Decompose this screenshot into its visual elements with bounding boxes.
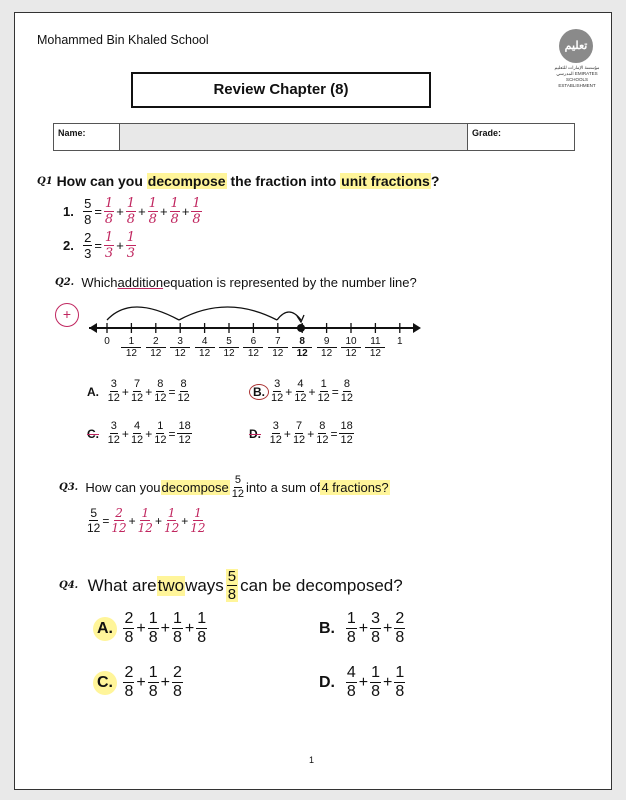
handwritten-fraction: $\frac{1}{8}$ — [192, 196, 201, 227]
tick-label: 0 — [104, 336, 110, 347]
option-label: B. — [319, 619, 335, 637]
tick-label: 10 12 — [341, 336, 361, 359]
q3-highlight-decompose: decompose — [161, 480, 229, 495]
q3-text: How can you — [85, 480, 161, 495]
page-number: 1 — [309, 755, 315, 765]
option-label-highlighted: C. — [93, 671, 117, 695]
question-number: Q3. — [59, 482, 79, 493]
question-4: Q4. What are two ways $\frac{5}{8}$ can be decomposed? — [59, 568, 403, 603]
tick-label: 1 — [397, 336, 403, 347]
q2-option-d[interactable]: D. $\frac{3}{12}$ + $\frac{7}{12}$ + $\frac{8}{12}$ = $\frac{18}{12}$ — [249, 420, 353, 446]
question-2 — [55, 275, 417, 290]
tick-label: 8 12 — [292, 336, 312, 359]
handwritten-plus-mark: + — [55, 303, 79, 327]
logo-text: مؤسسة الإمارات للتعليم المدرسي EMIRATES SCHOOLS ESTABLISHMENT — [554, 65, 600, 88]
handwritten-fraction: $\frac{1}{8}$ — [104, 196, 114, 227]
q2-option-b[interactable]: B. $\frac{3}{12}$ + $\frac{4}{12}$ + $\frac{1}{12}$ = $\frac{8}{12}$ — [249, 379, 355, 404]
name-field[interactable] — [120, 124, 468, 150]
handwritten-fraction: $\frac{1}{8}$ — [148, 196, 157, 227]
tick-label: 3 12 — [170, 336, 190, 359]
school-name: Mohammed Bin Khaled School — [37, 33, 209, 47]
q4-text: What are — [87, 575, 157, 595]
q2-text: equation is represented by the number line? — [163, 275, 417, 290]
handwritten-fraction: $\frac{1}{8}$ — [126, 196, 136, 227]
handwritten-fraction: $\frac{1}{8}$ — [170, 196, 179, 227]
q2-option-c[interactable]: C. $\frac{3}{12}$ + $\frac{4}{12}$ + $\frac{1}{12}$ = $\frac{18}{12}$ — [87, 420, 191, 446]
q4-option-a[interactable]: A. $\frac{2}{8}$ + $\frac{1}{8}$ + $\frac{1}{8}$ + $\frac{1}{8}$ — [93, 611, 209, 646]
left-arrow-icon — [89, 323, 97, 333]
q1-text: ? — [430, 173, 440, 189]
option-label: D. — [319, 673, 335, 691]
option-label-circled: B. — [249, 384, 269, 400]
jump-arc — [179, 307, 277, 320]
name-grade-row — [53, 123, 575, 151]
q2-underlined-word: addition — [117, 275, 164, 290]
q4-option-c[interactable]: C. $\frac{2}{8}$ + $\frac{1}{8}$ + $\frac{2}{8}$ — [93, 665, 185, 700]
question-number: Q2. — [55, 277, 75, 288]
option-label: A. — [87, 384, 99, 399]
q1-part-2: 2. $\frac{2}{3}$ = $\frac{1}{3}$ + $\frac{1}{3}$ — [63, 230, 136, 261]
part-label: 1. — [63, 204, 74, 219]
name-label: Name: — [54, 124, 120, 150]
right-arrow-icon — [413, 323, 421, 333]
q1-text: the fraction into — [226, 173, 341, 189]
q1-text: How can you — [56, 173, 147, 189]
q4-text: can be decomposed? — [240, 575, 403, 595]
option-label-crossed: C. — [87, 426, 99, 441]
part-label: 2. — [63, 238, 74, 253]
tick-label: 2 12 — [146, 336, 166, 359]
tick-label: 7 12 — [268, 336, 288, 359]
fraction: $\frac{2}{3}$ — [84, 230, 92, 261]
grade-label: Grade: — [468, 124, 574, 150]
tick-label: 6 12 — [243, 336, 263, 359]
question-number: Q4. — [59, 580, 79, 591]
fraction: $\frac{5}{8}$ — [84, 196, 92, 227]
q2-text: Which — [81, 275, 118, 290]
option-label-highlighted: A. — [93, 617, 117, 641]
handwritten-fraction: $\frac{1}{3}$ — [104, 230, 114, 261]
logo-emblem-icon: تعليم — [559, 29, 593, 63]
q1-highlight-unit-fractions: unit fractions — [341, 173, 430, 189]
q1-part-1: 1. $\frac{5}{8}$ = $\frac{1}{8}$ + $\frac{1}{8}$ + $\frac{1}{8}$ + $\frac{1}{8}$ + $\frac{1}{8}$ — [63, 196, 201, 227]
number-line — [85, 298, 425, 338]
q4-option-d[interactable]: D. $\frac{4}{8}$ + $\frac{1}{8}$ + $\frac{1}{8}$ — [319, 664, 405, 700]
option-label-crossed: D. — [249, 426, 261, 441]
page-title: Review Chapter (8) — [131, 72, 431, 108]
question-3: Q3. How can you decompose $\frac{5}{12}$ into a sum of 4 fractions? — [59, 474, 389, 500]
question-1 — [37, 173, 439, 189]
tick-label: 11 12 — [365, 336, 385, 359]
question-number: Q1 — [37, 175, 53, 187]
tick-label: 9 12 — [317, 336, 337, 359]
tick-label: 1 12 — [121, 336, 141, 359]
worksheet-page — [14, 12, 612, 790]
jump-arc — [107, 307, 179, 320]
q2-option-a[interactable]: A. $\frac{3}{12}$ + $\frac{7}{12}$ + $\frac{8}{12}$ = $\frac{8}{12}$ — [87, 378, 190, 404]
q4-text: ways — [185, 575, 224, 595]
q3-answer: $\frac{5}{12}$ = $\frac{2}{12}$ + $\frac{1}{12}$ + $\frac{1}{12}$ + $\frac{1}{12}$ — [87, 506, 206, 535]
school-logo — [554, 29, 600, 88]
handwritten-fraction: $\frac{1}{3}$ — [126, 230, 136, 261]
tick-label: 5 12 — [219, 336, 239, 359]
q4-option-b[interactable]: B. $\frac{1}{8}$ + $\frac{3}{8}$ + $\frac{2}{8}$ — [319, 610, 405, 646]
q1-highlight-decompose: decompose — [147, 173, 226, 189]
point-marker — [297, 324, 305, 332]
tick-label: 4 12 — [195, 336, 215, 359]
q3-text: into a sum of — [246, 480, 321, 495]
q3-highlight-4-fractions: 4 fractions? — [321, 480, 389, 495]
q4-highlight-two: two — [157, 575, 185, 595]
